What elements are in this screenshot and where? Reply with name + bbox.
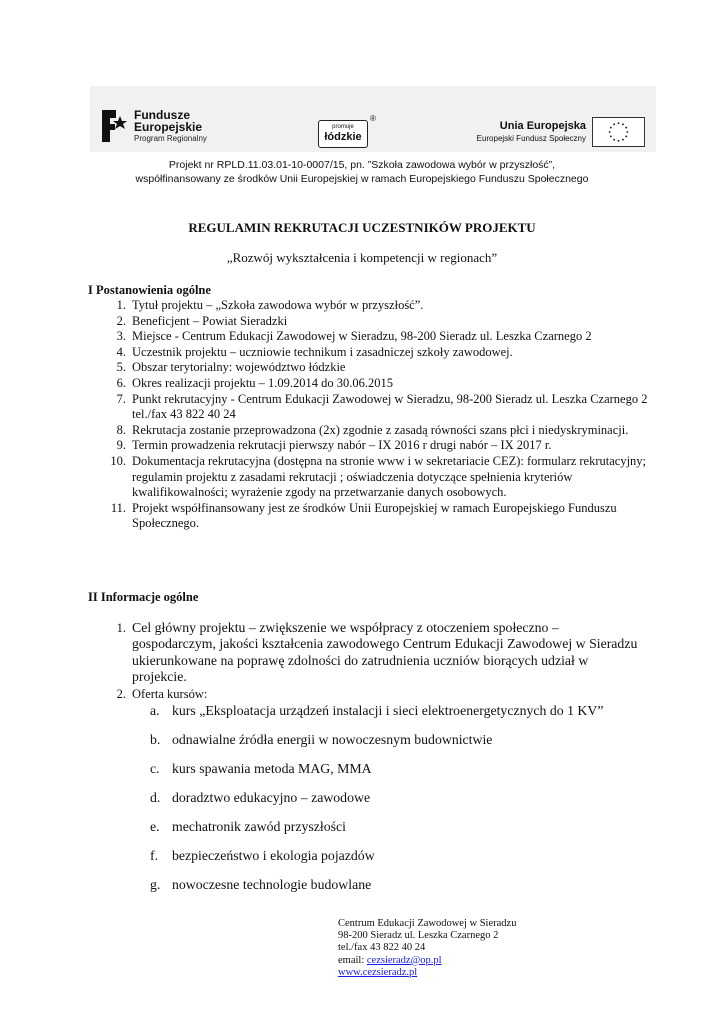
footer-line2: 98-200 Sieradz ul. Leszka Czarnego 2 bbox=[338, 930, 499, 942]
project-info-line2: współfinansowany ze środków Unii Europejskiej w ramach Europejskiego Funduszu Społecznego bbox=[135, 173, 589, 185]
course-text: kurs spawania metoda MAG, MMA bbox=[172, 761, 372, 776]
course-item bbox=[150, 876, 603, 905]
course-letter: a. bbox=[150, 703, 160, 718]
item-text: Dokumentacja rekrutacyjna (dostępna na stronie www i w sekretariacie CEZ): formularz rekrutacyjny; regulamin projektu z zasadami rekrutacji ; oświadczenia dotyczące spełnienia kryteriów kwalifikowalności; wyrażenie zgody na przetwarzanie danych osobowych. bbox=[132, 453, 647, 500]
eu-flag-star bbox=[622, 123, 624, 125]
fe-logo-line2: Europejskie bbox=[134, 120, 203, 134]
footer-address bbox=[338, 918, 516, 979]
list-item bbox=[88, 392, 648, 423]
course-letter: b. bbox=[150, 732, 161, 747]
course-item bbox=[150, 731, 603, 760]
registered-mark: ® bbox=[370, 114, 376, 123]
eu-flag-star bbox=[613, 123, 615, 125]
item-number: 8. bbox=[116, 422, 126, 437]
section2-heading: II Informacje ogólne bbox=[88, 590, 199, 604]
course-text: odnawialne źródła energii w nowoczesnym budownictwie bbox=[172, 732, 493, 747]
item-number: 7. bbox=[116, 391, 126, 406]
course-item bbox=[150, 818, 603, 847]
item-number: 1. bbox=[116, 298, 126, 312]
course-text: bezpieczeństwo i ekologia pojazdów bbox=[172, 848, 375, 863]
list-item bbox=[88, 329, 648, 345]
eu-flag-star bbox=[610, 136, 612, 138]
eu-flag-star bbox=[625, 136, 627, 138]
item-number: 1. bbox=[116, 621, 126, 635]
course-item bbox=[150, 760, 603, 789]
eu-flag-icon bbox=[592, 117, 645, 147]
item-text: Punkt rekrutacyjny - Centrum Edukacji Zawodowej w Sieradzu, 98-200 Sieradz ul. Leszka Czarnego 2 tel./fax 43 822 40 24 bbox=[132, 391, 648, 422]
item-text: Rekrutacja zostanie przeprowadzona (2x) zgodnie z zasadą równości szans płci i niedyskryminacji. bbox=[132, 422, 629, 437]
list-item bbox=[88, 686, 644, 702]
document-title: REGULAMIN REKRUTACJI UCZESTNIKÓW PROJEKTU bbox=[188, 220, 536, 235]
item-number: 6. bbox=[116, 375, 126, 390]
eu-flag-star bbox=[622, 139, 624, 141]
course-letter: e. bbox=[150, 819, 160, 834]
item-number: 2. bbox=[116, 686, 126, 701]
item-text: Oferta kursów: bbox=[132, 686, 208, 701]
courses-list bbox=[150, 702, 603, 905]
eu-flag-star bbox=[613, 139, 615, 141]
lodzkie-logo-big: łódzkie bbox=[324, 131, 362, 143]
course-text: mechatronik zawód przyszłości bbox=[172, 819, 346, 834]
ue-logo-line2: Europejski Fundusz Społeczny bbox=[476, 134, 586, 143]
item-number: 5. bbox=[116, 360, 126, 375]
footer-email-row bbox=[338, 955, 516, 967]
fundusze-europejskie-logo bbox=[98, 108, 207, 146]
fe-logo-line1: Fundusze bbox=[134, 108, 190, 122]
eu-flag-star bbox=[618, 122, 620, 124]
section1-heading: I Postanowienia ogólne bbox=[88, 283, 211, 297]
fe-logo-line3: Program Regionalny bbox=[134, 134, 207, 143]
course-text: nowoczesne technologie budowlane bbox=[172, 877, 372, 892]
course-text: kurs „Eksploatacja urządzeń instalacji i sieci elektroenergetycznych do 1 KV” bbox=[172, 703, 604, 718]
footer-www-row bbox=[338, 967, 516, 979]
project-info-line1: Projekt nr RPLD.11.03.01-10-0007/15, pn. ”Szkoła zawodowa wybór w przyszłość”, bbox=[168, 159, 556, 171]
footer-email-label: email: bbox=[338, 954, 367, 966]
item-text: Cel główny projektu – zwiększenie we współpracy z otoczeniem społeczno – gospodarczym, jakości kształcenia zawodowego Centrum Edukacji Zawodowej w Sieradzu ukierunkowane na poprawę zdolności do zatrudnienia uczniów biorących udział w projekcie. bbox=[132, 620, 638, 685]
course-item bbox=[150, 847, 603, 876]
course-letter: f. bbox=[150, 848, 159, 863]
document-subtitle: „Rozwój wykształcenia i kompetencji w regionach” bbox=[226, 250, 498, 265]
course-item bbox=[150, 702, 603, 731]
item-text: Tytuł projektu – „Szkoła zawodowa wybór w przyszłość”. bbox=[132, 298, 424, 312]
course-item bbox=[150, 789, 603, 818]
list-item bbox=[88, 423, 648, 439]
fe-star-icon bbox=[98, 108, 128, 146]
footer-website-link[interactable]: www.cezsieradz.pl bbox=[338, 966, 418, 978]
footer-line3: tel./fax 43 822 40 24 bbox=[338, 942, 426, 954]
list-item bbox=[88, 314, 648, 330]
item-text: Beneficjent – Powiat Sieradzki bbox=[132, 313, 288, 328]
unia-europejska-logo bbox=[470, 120, 586, 144]
item-text: Uczestnik projektu – uczniowie technikum i zasadniczej szkoły zawodowej. bbox=[132, 344, 513, 359]
item-text: Projekt współfinansowany jest ze środków Unii Europejskiej w ramach Europejskiego Funduszu Społecznego. bbox=[132, 500, 617, 531]
item-number: 11. bbox=[110, 500, 126, 515]
course-letter: d. bbox=[150, 790, 161, 805]
item-number: 9. bbox=[116, 438, 126, 453]
section1-list bbox=[88, 298, 648, 532]
ue-logo-line1: Unia Europejska bbox=[499, 120, 586, 132]
list-item bbox=[88, 438, 648, 454]
list-item bbox=[88, 376, 648, 392]
item-number: 2. bbox=[116, 313, 126, 328]
list-item bbox=[88, 360, 648, 376]
eu-flag-star bbox=[618, 140, 620, 142]
course-letter: c. bbox=[150, 761, 160, 776]
list-item bbox=[88, 454, 648, 501]
item-text: Obszar terytorialny: województwo łódzkie bbox=[132, 360, 346, 375]
eu-flag-star bbox=[609, 131, 611, 133]
item-number: 4. bbox=[116, 344, 126, 359]
course-letter: g. bbox=[150, 877, 161, 892]
section2-list bbox=[88, 620, 644, 702]
item-number: 3. bbox=[116, 329, 126, 344]
promuje-lodzkie-logo bbox=[318, 120, 368, 148]
lodzkie-logo-small: promuje bbox=[332, 124, 354, 130]
list-item bbox=[88, 501, 648, 532]
list-item bbox=[88, 298, 648, 314]
eu-flag-star bbox=[626, 131, 628, 133]
item-number: 10. bbox=[110, 453, 126, 468]
list-item bbox=[88, 620, 644, 686]
item-text: Okres realizacji projektu – 1.09.2014 do 30.06.2015 bbox=[132, 375, 394, 390]
item-text: Termin prowadzenia rekrutacji pierwszy nabór – IX 2016 r drugi nabór – IX 2017 r. bbox=[132, 438, 552, 453]
item-text: Miejsce - Centrum Edukacji Zawodowej w Sieradzu, 98-200 Sieradz ul. Leszka Czarnego 2 bbox=[132, 329, 592, 344]
footer-email-link[interactable]: cezsieradz@op.pl bbox=[366, 954, 442, 966]
list-item bbox=[88, 345, 648, 361]
eu-flag-star bbox=[610, 127, 612, 129]
course-text: doradztwo edukacyjno – zawodowe bbox=[172, 790, 371, 805]
eu-flag-star bbox=[625, 127, 627, 129]
footer-line1: Centrum Edukacji Zawodowej w Sieradzu bbox=[338, 918, 517, 929]
